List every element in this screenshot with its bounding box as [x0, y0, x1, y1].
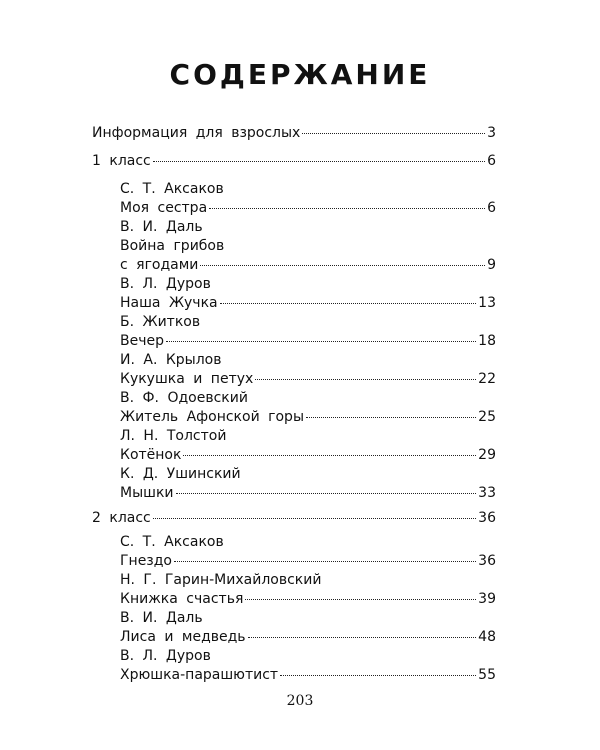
toc-entry-page: 6 [487, 200, 496, 216]
leader-dots [153, 161, 485, 162]
toc-entry-label: Лиса и медведь [120, 629, 246, 645]
toc-entry[interactable] [120, 408, 496, 426]
toc-entry-label: Вечер [120, 333, 164, 349]
leader-dots [245, 599, 476, 600]
toc-entry[interactable] [120, 370, 496, 388]
toc-entry[interactable] [120, 552, 496, 570]
toc-entry-label: 1 класс [92, 153, 151, 169]
toc-entry-page: 33 [478, 485, 496, 501]
toc-author: С. Т. Аксаков [120, 534, 224, 550]
toc-author: Б. Житков [120, 314, 201, 330]
toc-entry-page: 48 [478, 629, 496, 645]
toc-entry-label: Хрюшка-парашютист [120, 667, 279, 683]
toc-entry[interactable] [120, 294, 496, 312]
toc-entry[interactable] [120, 332, 496, 350]
toc-author: В. И. Даль [120, 610, 203, 626]
toc-entry-page: 36 [478, 553, 496, 569]
toc-entry[interactable] [120, 590, 496, 608]
toc-entry-page: 13 [478, 295, 496, 311]
toc-entry-page: 9 [487, 257, 496, 273]
toc-author: С. Т. Аксаков [120, 181, 224, 197]
toc-author: В. Л. Дуров [120, 648, 211, 664]
toc-author: Л. Н. Толстой [120, 428, 227, 444]
toc-entry-page: 39 [478, 591, 496, 607]
toc-entry-page: 22 [478, 371, 496, 387]
toc-entry-page: 18 [478, 333, 496, 349]
toc-author: В. И. Даль [120, 219, 203, 235]
leader-dots [255, 379, 476, 380]
toc-entry-page: 25 [478, 409, 496, 425]
toc-entry-label: Мышки [120, 485, 174, 501]
toc-author: К. Д. Ушинский [120, 466, 241, 482]
toc-entry-label: Гнездо [120, 553, 172, 569]
leader-dots [248, 637, 477, 638]
toc-entry[interactable] [120, 666, 496, 684]
toc-entry-label: с ягодами [120, 257, 199, 273]
leader-dots [209, 208, 485, 209]
toc-author: В. Л. Дуров [120, 276, 211, 292]
toc-entry-label: Житель Афонской горы [120, 409, 304, 425]
toc-entry-label: Котёнок [120, 447, 182, 463]
toc-entry-page: 6 [487, 153, 496, 169]
toc-entry-label: Кукушка и петух [120, 371, 254, 387]
toc-author: В. Ф. Одоевский [120, 390, 248, 406]
toc-entry-label: Моя сестра [120, 200, 208, 216]
toc-author: Н. Г. Гарин-Михайловский [120, 572, 322, 588]
toc-entry-page: 29 [478, 447, 496, 463]
leader-dots [306, 417, 476, 418]
leader-dots [183, 455, 476, 456]
toc-entry-page: 55 [478, 667, 496, 683]
toc-entry-label: Книжка счастья [120, 591, 244, 607]
leader-dots [176, 493, 477, 494]
leader-dots [153, 518, 476, 519]
leader-dots [200, 265, 485, 266]
toc-entry[interactable] [92, 124, 496, 142]
leader-dots [302, 133, 485, 134]
toc-entry[interactable] [120, 628, 496, 646]
page-number: 203 [286, 693, 314, 709]
toc-entry-label: Наша Жучка [120, 295, 218, 311]
leader-dots [166, 341, 476, 342]
toc-entry[interactable] [120, 199, 496, 217]
page-title: СОДЕРЖАНИЕ [169, 58, 431, 91]
leader-dots [220, 303, 477, 304]
toc-entry-label: 2 класс [92, 510, 151, 526]
toc-entry-label: Информация для взрослых [92, 125, 301, 141]
toc-entry[interactable] [120, 484, 496, 502]
toc-section-entry[interactable] [92, 509, 496, 527]
toc-section-entry[interactable] [92, 152, 496, 170]
toc-entry[interactable] [120, 446, 496, 464]
leader-dots [174, 561, 476, 562]
toc-entry-page: 36 [478, 510, 496, 526]
toc-entry[interactable] [120, 256, 496, 274]
toc-entry-label-line: Война грибов [120, 238, 225, 254]
leader-dots [280, 675, 476, 676]
toc-author: И. А. Крылов [120, 352, 222, 368]
toc-entry-page: 3 [487, 125, 496, 141]
